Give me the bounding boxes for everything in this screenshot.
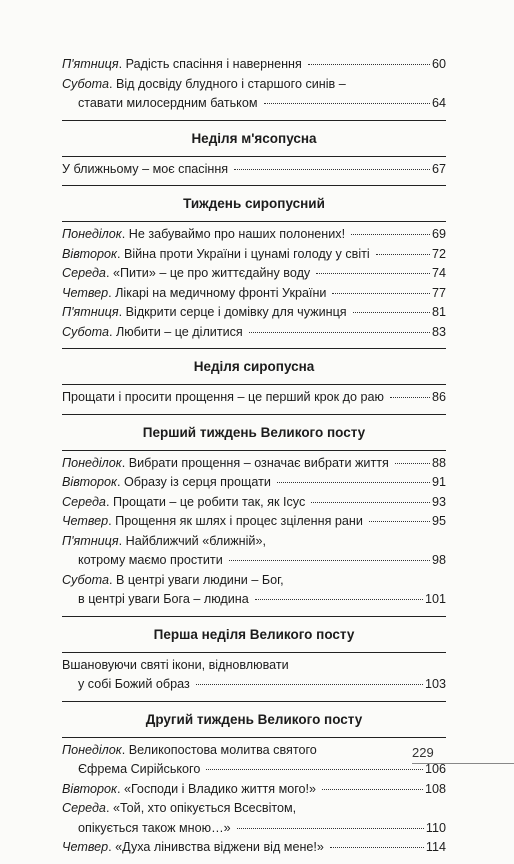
- entry-title-continued: в центрі уваги Бога – людина: [78, 592, 249, 606]
- entry-day: Вівторок: [62, 475, 117, 489]
- entry-page-number: 106: [424, 762, 446, 776]
- toc-entry[interactable]: [62, 532, 446, 571]
- dot-leader: [332, 293, 430, 294]
- entry-day: Субота: [62, 76, 109, 91]
- day-separator: .: [118, 305, 126, 319]
- entry-line: [62, 75, 446, 95]
- toc-entry[interactable]: [62, 225, 446, 245]
- dot-leader: [196, 684, 423, 685]
- toc-entry[interactable]: [62, 780, 446, 800]
- day-separator: .: [121, 455, 129, 470]
- entry-line: [62, 838, 446, 858]
- entry-day: Середа: [62, 266, 106, 280]
- entry-line: [62, 571, 446, 591]
- dot-leader: [376, 254, 430, 255]
- section-divider: [62, 185, 446, 186]
- entry-page-number: 72: [431, 246, 446, 261]
- entry-day: Субота: [62, 572, 109, 587]
- day-separator: .: [116, 781, 124, 796]
- toc-entry[interactable]: [62, 741, 446, 780]
- entry-line: [62, 303, 446, 323]
- dot-leader: [322, 789, 423, 790]
- entry-day: Вівторок: [62, 781, 117, 796]
- toc-entry[interactable]: [62, 160, 446, 180]
- entry-page-number: 103: [424, 677, 446, 691]
- entry-line: [62, 454, 446, 474]
- dot-leader: [277, 482, 430, 483]
- entry-line: [62, 493, 446, 513]
- toc-entry[interactable]: [62, 838, 446, 858]
- section-entries: [62, 52, 446, 120]
- page-footer: [412, 745, 514, 764]
- entry-line: [62, 245, 446, 265]
- section-title: Тиждень сиропусний: [183, 196, 325, 211]
- entry-page-number: 98: [431, 553, 446, 567]
- entry-title: Вшановуючи святі ікони, відновлювати: [62, 657, 289, 672]
- dot-leader: [264, 103, 430, 104]
- entry-line: [62, 656, 446, 676]
- page-number: 229: [412, 745, 434, 760]
- entry-page-number: 81: [431, 305, 446, 319]
- section-title: Другий тиждень Великого посту: [145, 711, 363, 727]
- section-entries: [62, 385, 446, 414]
- day-separator: .: [116, 246, 124, 261]
- dot-leader: [369, 521, 430, 522]
- section-divider: [62, 120, 446, 121]
- day-separator: .: [108, 514, 116, 528]
- dot-leader: [330, 847, 424, 848]
- day-separator: .: [118, 533, 126, 548]
- table-of-contents: [62, 52, 446, 864]
- entry-day: Понеділок: [62, 455, 122, 470]
- day-separator: .: [116, 475, 124, 489]
- toc-entry[interactable]: [62, 388, 446, 408]
- toc-entry[interactable]: [62, 454, 446, 474]
- entry-line: [62, 512, 446, 532]
- dot-leader: [249, 332, 430, 333]
- entry-title: Вибрати прощення – означає вибрати життя: [128, 455, 389, 470]
- entry-page-number: 67: [431, 161, 446, 176]
- section-entries: [62, 451, 446, 616]
- entry-title: Великопостова молитва святого: [128, 742, 317, 757]
- entry-day: Понеділок: [62, 742, 122, 757]
- entry-line: [62, 388, 446, 408]
- section-divider: [62, 616, 446, 617]
- entry-title: Відкрити серце і домівку для чужинця: [125, 305, 347, 319]
- entry-title-continued: опікується також мною…»: [78, 820, 231, 835]
- entry-title-continued: котрому маємо простити: [78, 553, 223, 567]
- day-separator: .: [108, 76, 116, 91]
- toc-entry[interactable]: [62, 473, 446, 493]
- entry-page-number: 74: [431, 266, 446, 280]
- entry-line: [62, 473, 446, 493]
- dot-leader: [229, 560, 430, 561]
- entry-day: П'ятниця: [62, 57, 119, 71]
- entry-page-number: 86: [431, 390, 446, 404]
- toc-entry[interactable]: [62, 799, 446, 838]
- entry-line: [62, 323, 446, 343]
- section-title: Перший тиждень Великого посту: [142, 424, 366, 440]
- entry-day: Четвер: [62, 285, 109, 300]
- section-divider: [62, 414, 446, 415]
- dot-leader: [390, 397, 430, 398]
- dot-leader: [316, 273, 430, 274]
- entry-line: [62, 94, 446, 114]
- entry-page-number: 95: [431, 514, 446, 528]
- entry-title: У ближньому – моє спасіння: [62, 161, 229, 176]
- dot-leader: [308, 64, 430, 65]
- entry-title: Не забуваймо про наших полонених!: [128, 227, 346, 241]
- entry-title: Образу із серця прощати: [123, 475, 271, 489]
- entry-day: Субота: [62, 324, 109, 339]
- entry-title: Війна проти України і цунамі голоду у світі: [123, 246, 370, 261]
- section-entries: [62, 222, 446, 348]
- entry-line: [62, 551, 446, 571]
- entry-title: Любити – це ділитися: [115, 324, 243, 339]
- entry-day: П'ятниця: [62, 305, 119, 319]
- entry-line: [62, 819, 446, 839]
- entry-title: «Пити» – це про життєдайну воду: [112, 266, 311, 280]
- day-separator: .: [121, 742, 129, 757]
- entry-day: Понеділок: [62, 227, 122, 241]
- entry-line: [62, 780, 446, 800]
- dot-leader: [395, 463, 430, 464]
- dot-leader: [206, 769, 423, 770]
- entry-day: Четвер: [62, 840, 109, 854]
- day-separator: .: [108, 840, 116, 854]
- day-separator: .: [105, 266, 113, 280]
- day-separator: .: [108, 324, 116, 339]
- toc-entry[interactable]: [62, 493, 446, 513]
- entry-line: [62, 225, 446, 245]
- dot-leader: [255, 599, 423, 600]
- entry-day: Вівторок: [62, 246, 117, 261]
- entry-day: Четвер: [62, 514, 109, 528]
- day-separator: .: [118, 57, 126, 71]
- dot-leader: [311, 502, 430, 503]
- entry-title: Лікарі на медичному фронті України: [115, 285, 327, 300]
- entry-page-number: 110: [425, 820, 446, 835]
- entry-day: Середа: [62, 801, 106, 815]
- toc-entry[interactable]: [62, 323, 446, 343]
- entry-page-number: 88: [431, 455, 446, 470]
- entry-title: Найближчий «ближній»,: [125, 533, 266, 548]
- entry-title: Прощення як шлях і процес зцілення рани: [115, 514, 363, 528]
- entry-page-number: 64: [431, 96, 446, 110]
- entry-line: [62, 760, 446, 780]
- section-entries: [62, 653, 446, 701]
- footer-rule: [412, 763, 514, 764]
- dot-leader: [353, 312, 430, 313]
- entry-day: П'ятниця: [62, 533, 119, 548]
- dot-leader: [351, 234, 430, 235]
- entry-title: «Той, хто опікується Всесвітом,: [112, 801, 297, 815]
- toc-entry[interactable]: [62, 656, 446, 695]
- entry-title-continued: у собі Божий образ: [78, 677, 190, 691]
- dot-leader: [234, 169, 430, 170]
- day-separator: .: [105, 494, 113, 509]
- entry-line: [62, 532, 446, 552]
- section-entries: [62, 738, 446, 864]
- section-title: Неділя м'ясопусна: [191, 130, 317, 146]
- entry-line: [62, 160, 446, 180]
- entry-page-number: 83: [431, 324, 446, 339]
- entry-title: Радість спасіння і навернення: [125, 57, 302, 71]
- entry-title: Прощати – це робити так, як Ісус: [112, 494, 306, 509]
- toc-entry[interactable]: [62, 571, 446, 610]
- toc-entry[interactable]: [62, 303, 446, 323]
- toc-entry[interactable]: [62, 284, 446, 304]
- entry-line: [62, 799, 446, 819]
- entry-title: «Духа лінивства віджени від мене!»: [115, 840, 324, 854]
- entry-title-continued: ставати милосердним батьком: [78, 96, 258, 110]
- day-separator: .: [105, 801, 113, 815]
- entry-line: [62, 284, 446, 304]
- section-divider: [62, 701, 446, 702]
- section-entries: [62, 157, 446, 186]
- entry-title: Прощати і просити прощення – це перший крок до раю: [62, 390, 384, 404]
- day-separator: .: [121, 227, 129, 241]
- toc-entry[interactable]: [62, 245, 446, 265]
- day-separator: .: [108, 285, 116, 300]
- toc-entry[interactable]: [62, 75, 446, 114]
- day-separator: .: [108, 572, 116, 587]
- entry-line: [62, 55, 446, 75]
- entry-day: Середа: [62, 494, 106, 509]
- toc-entry[interactable]: [62, 512, 446, 532]
- section-divider: [62, 348, 446, 349]
- entry-title-continued: Єфрема Сирійського: [78, 762, 201, 776]
- entry-page-number: 60: [431, 57, 446, 71]
- entry-line: [62, 264, 446, 284]
- dot-leader: [237, 828, 424, 829]
- section-title: Перша неділя Великого посту: [153, 626, 355, 642]
- entry-page-number: 114: [425, 840, 446, 854]
- entry-page-number: 101: [424, 592, 446, 606]
- entry-line: [62, 675, 446, 695]
- entry-title: Від досвіду блудного і старшого синів –: [115, 76, 346, 91]
- section-title: Неділя сиропусна: [193, 359, 315, 374]
- entry-page-number: 108: [424, 781, 446, 796]
- entry-line: [62, 741, 446, 761]
- toc-entry[interactable]: [62, 264, 446, 284]
- entry-page-number: 91: [431, 475, 446, 489]
- entry-line: [62, 590, 446, 610]
- entry-page-number: 93: [431, 494, 446, 509]
- entry-page-number: 77: [431, 285, 446, 300]
- toc-entry[interactable]: [62, 55, 446, 75]
- entry-title: «Господи і Владико життя мого!»: [123, 781, 317, 796]
- entry-page-number: 69: [431, 227, 446, 241]
- entry-title: В центрі уваги людини – Бог,: [115, 572, 284, 587]
